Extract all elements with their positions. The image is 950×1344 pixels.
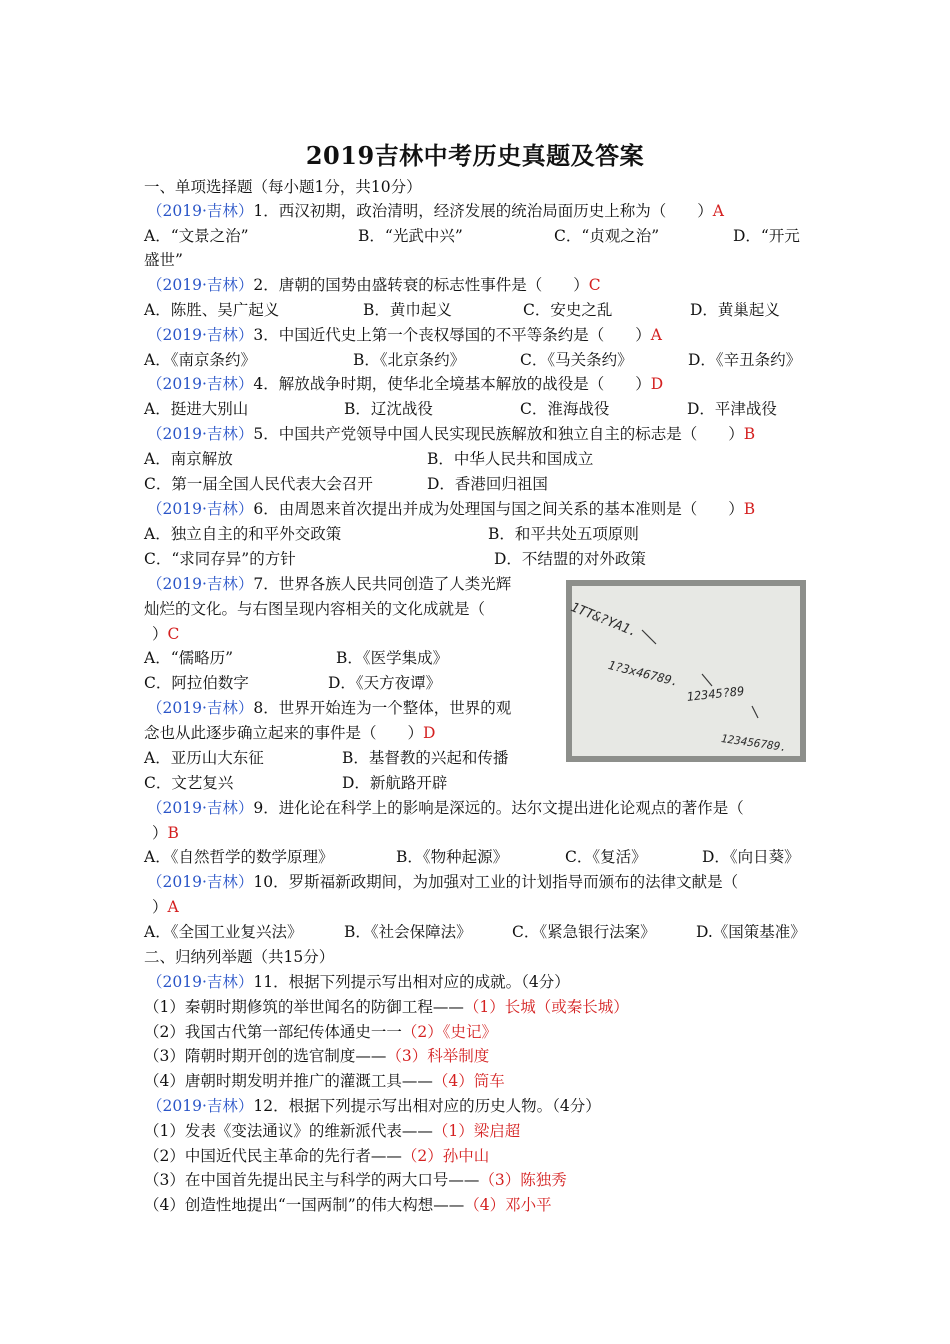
option-d: D．香港回归祖国 xyxy=(427,475,548,493)
question-10 xyxy=(147,872,738,892)
source-tag: （2019·吉林） xyxy=(147,873,254,891)
answer: （4）邓小平 xyxy=(464,1196,552,1214)
option-a: A．《南京条约》 xyxy=(144,351,256,369)
option-c: C．安史之乱 xyxy=(523,301,613,319)
question-11 xyxy=(147,972,570,992)
answer: （1）长城（或秦长城） xyxy=(463,998,629,1016)
question-12 xyxy=(147,1096,601,1116)
option-a: A．“儒略历” xyxy=(144,649,234,667)
option-b: B．《物种起源》 xyxy=(396,848,509,866)
option-d: D．黄巢起义 xyxy=(690,301,780,319)
q12-item-4: （4）创造性地提出“一国两制”的伟大构想——（4）邓小平 xyxy=(144,1196,552,1214)
source-tag: （2019·吉林） xyxy=(147,973,254,991)
option-a: A．挺进大别山 xyxy=(144,400,249,418)
option-b: B．《北京条约》 xyxy=(353,351,466,369)
options-4 xyxy=(144,399,777,419)
answer: B xyxy=(743,425,756,443)
option-c: C．第一届全国人民代表大会召开 xyxy=(144,475,373,493)
option-b: B．《社会保障法》 xyxy=(344,923,472,941)
answer: （1）梁启超 xyxy=(432,1122,521,1140)
question-9-line2: ）B xyxy=(152,824,179,842)
options-6a xyxy=(144,524,639,544)
answer: B xyxy=(743,500,756,518)
question-4 xyxy=(147,374,663,394)
question-stem: 9．进化论在科学上的影响是深远的。达尔文提出进化论观点的著作是（ xyxy=(253,799,744,817)
option-d: D.《国策基准》 xyxy=(696,923,806,941)
answer: A xyxy=(167,898,179,916)
question-stem: 5．中国共产党领导中国人民实现民族解放和独立自主的标志是（ ） xyxy=(253,425,744,443)
question-1 xyxy=(147,201,724,221)
question-7-line3: ）C xyxy=(152,625,180,643)
options-8b xyxy=(144,773,447,793)
question-stem: 11．根据下列提示写出相对应的成就。（4分） xyxy=(253,973,570,991)
option-b: B．基督教的兴起和传播 xyxy=(342,749,509,767)
option-c: C．文艺复兴 xyxy=(144,774,234,792)
option-b: B．黄巾起义 xyxy=(363,301,452,319)
source-tag: （2019·吉林） xyxy=(147,375,254,393)
option-c: C．淮海战役 xyxy=(520,400,610,418)
options-7b xyxy=(144,673,441,693)
options-5b xyxy=(144,474,548,494)
question-stem: 6．由周恩来首次提出并成为处理国与国之间关系的基本准则是（ ） xyxy=(253,500,744,518)
question-8 xyxy=(147,698,511,718)
options-5a xyxy=(144,449,593,469)
option-a: A．“文景之治” xyxy=(144,227,249,245)
answer: A xyxy=(650,326,662,344)
q12-item-2: （2）中国近代民主革命的先行者——（2）孙中山 xyxy=(144,1147,490,1165)
option-a: A．南京解放 xyxy=(144,450,233,468)
source-tag: （2019·吉林） xyxy=(147,276,254,294)
answer: （3）陈独秀 xyxy=(479,1171,567,1189)
option-d-continued: 盛世” xyxy=(144,251,183,269)
answer: （2）《史记》 xyxy=(401,1023,497,1041)
question-10-line2: ）A xyxy=(152,898,179,916)
options-7a xyxy=(144,648,448,668)
answer: （2）孙中山 xyxy=(401,1147,490,1165)
numerals-line-2: 1?3x46789. xyxy=(606,658,681,690)
answer: C xyxy=(588,276,601,294)
question-9 xyxy=(147,798,744,818)
q12-item-3: （3）在中国首先提出民主与科学的两大口号——（3）陈独秀 xyxy=(144,1171,567,1189)
question-stem: 7．世界各族人民共同创造了人类光辉 xyxy=(253,575,512,593)
option-b: B．辽沈战役 xyxy=(344,400,433,418)
options-10 xyxy=(144,922,806,942)
option-d: D．“开元 xyxy=(733,227,800,245)
numerals-line-3: 12345?89 xyxy=(686,683,745,704)
option-b: B．中华人民共和国成立 xyxy=(427,450,594,468)
option-d: D．《向日葵》 xyxy=(702,848,800,866)
answer: （4）筒车 xyxy=(432,1072,505,1090)
question-stem: 10．罗斯福新政期间，为加强对工业的计划指导而颁布的法律文献是（ xyxy=(253,873,739,891)
question-stem: 12．根据下列提示写出相对应的历史人物。（4分） xyxy=(253,1097,601,1115)
question-7 xyxy=(147,574,511,594)
option-a: A．亚历山大东征 xyxy=(144,749,264,767)
source-tag: （2019·吉林） xyxy=(147,799,254,817)
option-b: B．和平共处五项原则 xyxy=(488,525,639,543)
option-d: D．不结盟的对外政策 xyxy=(494,550,646,568)
option-d: D．新航路开辟 xyxy=(342,774,448,792)
numerals-figure xyxy=(566,580,806,762)
options-3 xyxy=(144,350,801,370)
page-title: 2019吉林中考历史真题及答案 xyxy=(305,141,645,170)
option-a: A．陈胜、吴广起义 xyxy=(144,301,280,319)
q11-item-4: （4）唐朝时期发明并推广的灌溉工具——（4）筒车 xyxy=(144,1072,505,1090)
options-6b xyxy=(144,549,646,569)
section-heading-2: 二、归纳列举题（共15分） xyxy=(144,948,335,966)
options-9 xyxy=(144,847,800,867)
option-a: A．《全国工业复兴法》 xyxy=(144,923,303,941)
answer: B xyxy=(167,824,179,842)
q12-item-1: （1）发表《变法通议》的维新派代表——（1）梁启超 xyxy=(144,1122,521,1140)
option-c: C．《紧急银行法案》 xyxy=(512,923,656,941)
option-b: B．《医学集成》 xyxy=(336,649,449,667)
option-d: D．平津战役 xyxy=(687,400,777,418)
options-2 xyxy=(144,300,780,320)
option-a: A．独立自主的和平外交政策 xyxy=(144,525,342,543)
option-d: D．《辛丑条约》 xyxy=(688,351,802,369)
source-tag: （2019·吉林） xyxy=(147,1097,254,1115)
question-stem: 3．中国近代史上第一个丧权辱国的不平等条约是（ ） xyxy=(253,326,651,344)
q11-item-1: （1）秦朝时期修筑的举世闻名的防御工程——（1）长城（或秦长城） xyxy=(144,998,629,1016)
question-5 xyxy=(147,424,755,444)
source-tag: （2019·吉林） xyxy=(147,425,254,443)
option-c: C．“贞观之治” xyxy=(554,227,660,245)
source-tag: （2019·吉林） xyxy=(147,500,254,518)
source-tag: （2019·吉林） xyxy=(147,575,254,593)
question-6 xyxy=(147,499,755,519)
numerals-line-1: 1TT&?YA1. xyxy=(568,600,640,641)
options-1 xyxy=(144,226,800,246)
option-c: C．《复活》 xyxy=(565,848,647,866)
answer: （3）科举制度 xyxy=(386,1047,490,1065)
option-a: A．《自然哲学的数学原理》 xyxy=(144,848,334,866)
q11-item-2: （2）我国古代第一部纪传体通史一一（2）《史记》 xyxy=(144,1023,497,1041)
source-tag: （2019·吉林） xyxy=(147,326,254,344)
question-2 xyxy=(147,275,601,295)
answer: C xyxy=(167,625,180,643)
numerals-line-4: 123456789. xyxy=(720,732,788,755)
option-b: B．“光武中兴” xyxy=(358,227,463,245)
answer: D xyxy=(423,724,436,742)
question-stem: 4．解放战争时期，使华北全境基本解放的战役是（ ） xyxy=(253,375,651,393)
question-8-line2: 念也从此逐步确立起来的事件是（ ）D xyxy=(144,724,436,742)
answer: A xyxy=(712,202,724,220)
option-c: C．阿拉伯数字 xyxy=(144,674,249,692)
option-d: D．《天方夜谭》 xyxy=(328,674,442,692)
question-stem: 2．唐朝的国势由盛转衰的标志性事件是（ ） xyxy=(253,276,589,294)
question-7-line2: 灿烂的文化。与右图呈现内容相关的文化成就是（ xyxy=(144,600,486,618)
source-tag: （2019·吉林） xyxy=(147,202,254,220)
source-tag: （2019·吉林） xyxy=(147,699,254,717)
section-heading-1: 一、单项选择题（每小题1分，共10分） xyxy=(144,178,422,196)
question-3 xyxy=(147,325,662,345)
option-c: C．“求同存异”的方针 xyxy=(144,550,296,568)
question-stem: 8．世界开始连为一个整体，世界的观 xyxy=(253,699,512,717)
option-c: C．《马关条约》 xyxy=(520,351,633,369)
answer: D xyxy=(650,375,664,393)
question-stem: 1．西汉初期，政治清明，经济发展的统治局面历史上称为（ ） xyxy=(253,202,713,220)
q11-item-3: （3）隋朝时期开创的选官制度——（3）科举制度 xyxy=(144,1047,490,1065)
options-8a xyxy=(144,748,508,768)
